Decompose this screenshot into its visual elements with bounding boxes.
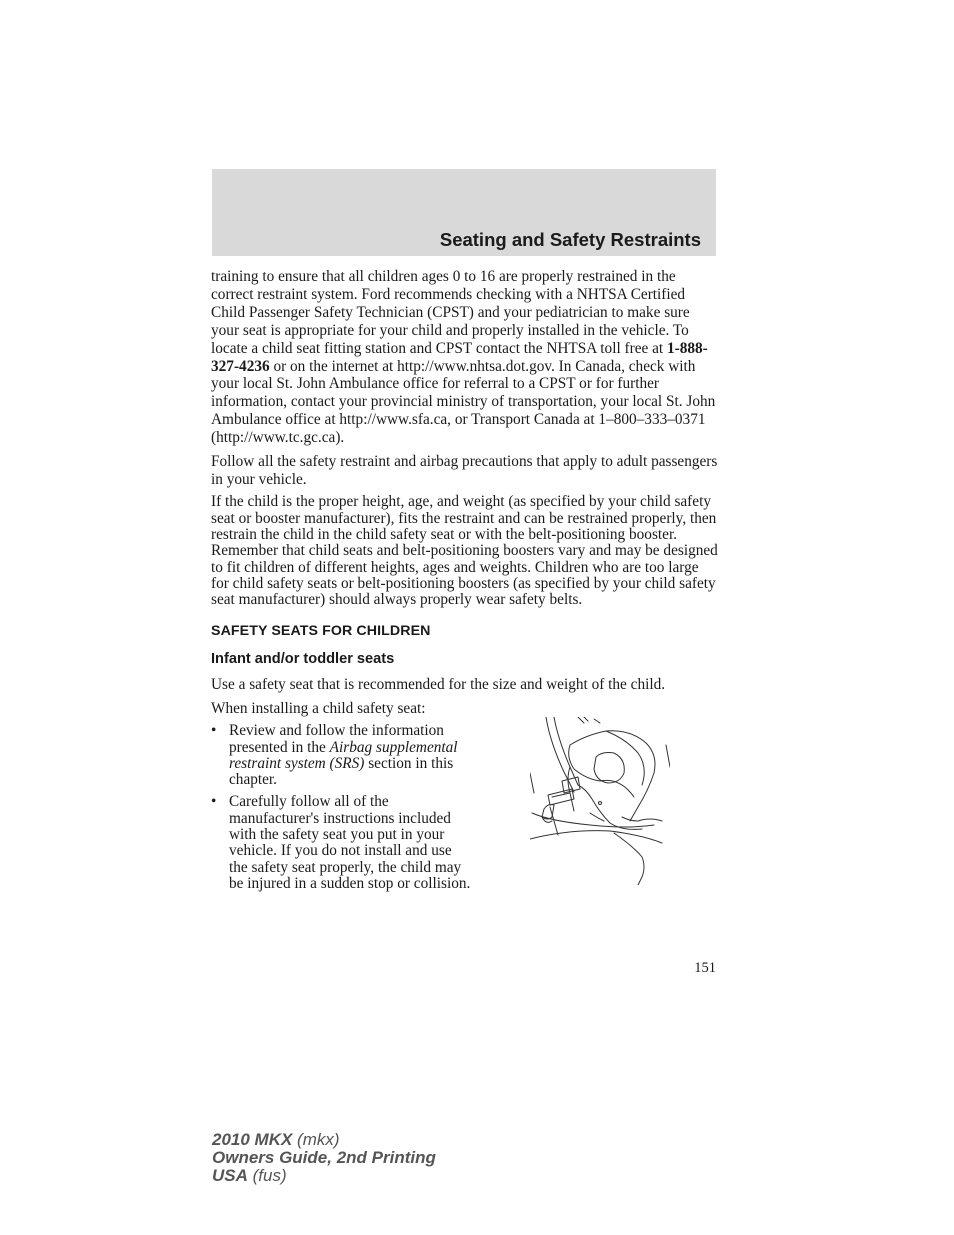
footer-market-code: (fus) bbox=[247, 1166, 287, 1185]
footer bbox=[212, 1131, 436, 1185]
bullet-text: section in this chapter. bbox=[229, 754, 454, 789]
bullet-text: Review and follow the information presented in the bbox=[229, 722, 444, 756]
footer-model: 2010 MKX bbox=[212, 1130, 293, 1149]
footer-line-guide: Owners Guide, 2nd Printing bbox=[212, 1148, 436, 1167]
subheading: Infant and/or toddler seats bbox=[211, 651, 395, 668]
paragraph-text: or on the internet at http://www.nhtsa.dot.gov. In Canada, check with your local St. John Ambulance office for referral to a CPST or for further information, contact your provincial ministry of transportation, your local St. John Ambulance office at http://www.sfa.ca, or Transport Canada at 1–800–333–0371 (http://www.tc.gc.ca). bbox=[211, 357, 716, 447]
section-heading: SAFETY SEATS FOR CHILDREN bbox=[211, 622, 431, 639]
bullet-item bbox=[211, 723, 473, 788]
paragraph-installing-intro: When installing a child safety seat: bbox=[211, 699, 426, 717]
paragraph-text: training to ensure that all children ages 0 to 16 are properly restrained in the correct restraint system. Ford recommends checking with a NHTSA Certified Child Passenger Safety Technician (CPST) and your pediatrician to make sure your seat is appropriate for your child and properly installed in the vehicle. To locate a child seat fitting station and CPST contact the NHTSA toll free at bbox=[211, 268, 690, 357]
phone-number: 1-888-327-4236 bbox=[211, 339, 708, 375]
paragraph-precautions: Follow all the safety restraint and airbag precautions that apply to adult passengers in your vehicle. bbox=[211, 453, 718, 488]
bullet-italic-reference: Airbag supplemental restraint system (SRS) bbox=[229, 738, 458, 772]
paragraph-proper-fit: If the child is the proper height, age, and weight (as specified by your child safety seat or booster manufacturer), fits the restraint and can be restrained properly, then restrain the child in the child safety seat or with the belt-positioning booster. Remember that child seats and belt-positioning boosters vary and may be designed to fit children of different heights, ages and weights. Children who are too large for child safety seats or belt-positioning boosters (as specified by your child safety seat manufacturer) should always properly wear safety belts. bbox=[211, 493, 718, 609]
bullet-marker: • bbox=[211, 793, 217, 811]
footer-line-market bbox=[212, 1167, 436, 1185]
paragraph-cpst-info bbox=[211, 268, 719, 447]
footer-market: USA bbox=[212, 1166, 248, 1185]
bullet-marker: • bbox=[211, 722, 217, 740]
bullet-list bbox=[211, 723, 719, 918]
footer-line-model bbox=[212, 1131, 436, 1149]
seat-belt-buckle-illustration-icon bbox=[530, 717, 670, 885]
section-title: Seating and Safety Restraints bbox=[439, 229, 701, 250]
bullet-text: Carefully follow all of the manufacturer's instructions included with the safety seat you put in your vehicle. If you do not install and use the safety seat properly, the child may be injured in a sudden stop or collision. bbox=[229, 793, 471, 892]
bullet-item bbox=[211, 794, 473, 892]
page-number: 151 bbox=[694, 960, 716, 976]
section-header-band bbox=[212, 169, 716, 256]
footer-model-code: (mkx) bbox=[292, 1130, 340, 1149]
paragraph-recommendation: Use a safety seat that is recommended for the size and weight of the child. bbox=[211, 675, 666, 693]
page-content bbox=[211, 268, 719, 918]
